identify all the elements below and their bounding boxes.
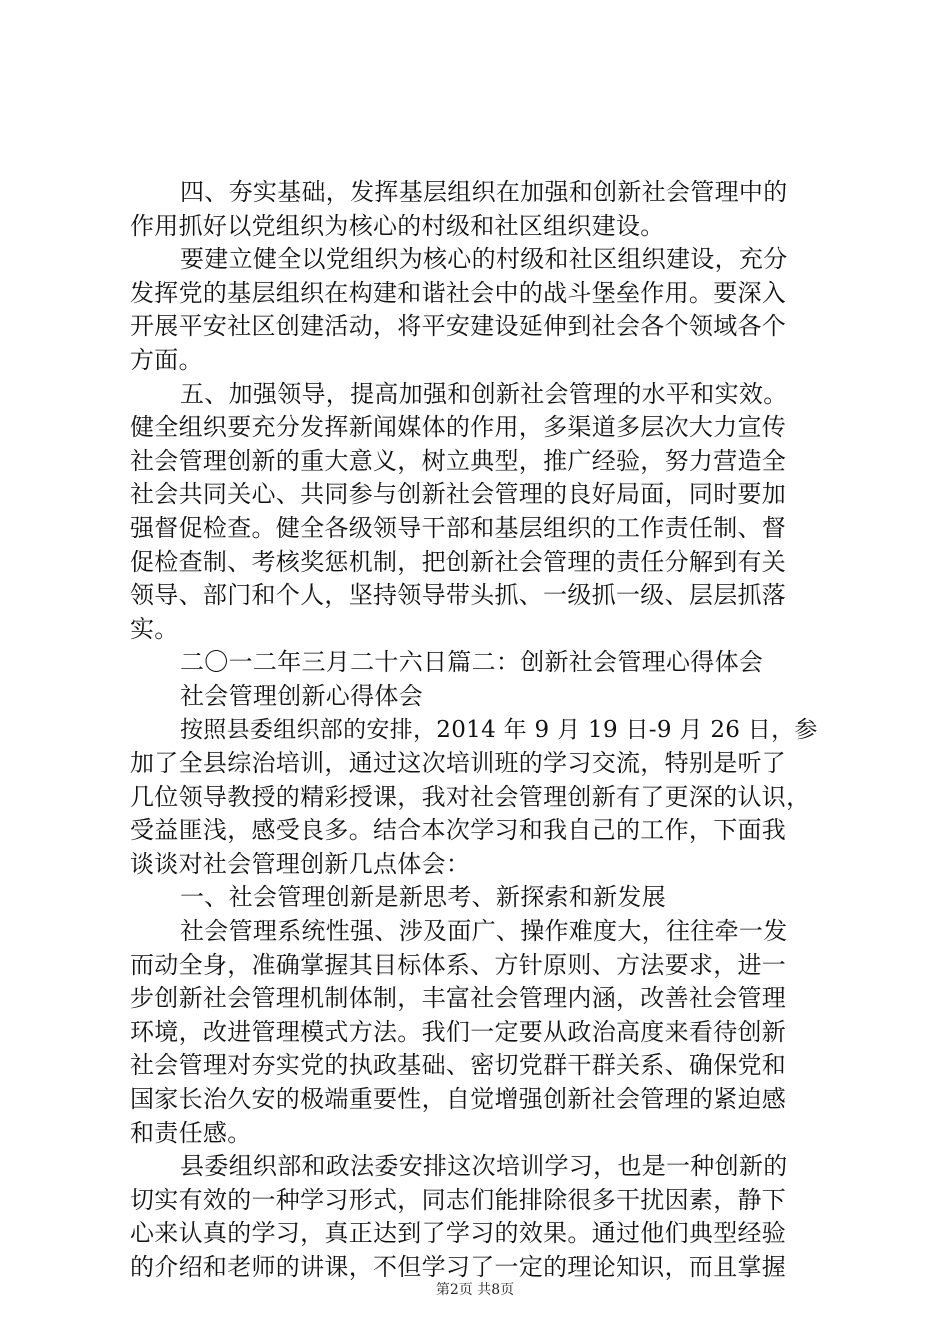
text-line: 健全组织要充分发挥新闻媒体的作用，多渠道多层次大力宣传 bbox=[130, 413, 787, 442]
text-line: 四、夯实基础，发挥基层组织在加强和创新社会管理中的 bbox=[180, 178, 788, 206]
text-line: 心来认真的学习，真正达到了学习的效果。通过他们典型经验 bbox=[130, 1219, 787, 1248]
text-line: 步创新社会管理机制体制，丰富社会管理内涵，改善社会管理 bbox=[130, 984, 787, 1013]
text-line: 而动全身，准确掌握其目标体系、方针原则、方法要求，进一 bbox=[130, 950, 787, 979]
text-line: 受益匪浅，感受良多。结合本次学习和我自己的工作，下面我 bbox=[130, 816, 787, 845]
text-line: 开展平安社区创建活动，将平安建设延伸到社会各个领域各个 bbox=[130, 312, 787, 341]
text-line: 发挥党的基层组织在构建和谐社会中的战斗堡垒作用。要深入 bbox=[130, 278, 787, 307]
text-line: 和责任感。 bbox=[130, 1118, 252, 1147]
text-line: 五、加强领导，提高加强和创新社会管理的水平和实效。 bbox=[180, 379, 788, 408]
text-line: 社会管理系统性强、涉及面广、操作难度大，往往牵一发 bbox=[180, 917, 788, 946]
text-line: 社会共同关心、共同参与创新社会管理的良好局面，同时要加 bbox=[130, 480, 787, 509]
text-line: 促检查制、考核奖惩机制，把创新社会管理的责任分解到有关 bbox=[130, 547, 787, 576]
text-line: 社会管理创新心得体会 bbox=[180, 681, 423, 710]
page-footer: 第2页 共8页 bbox=[435, 1282, 515, 1298]
text-line: 方面。 bbox=[130, 345, 203, 374]
text-line: 社会管理对夯实党的执政基础、密切党群干群关系、确保党和 bbox=[130, 1051, 787, 1080]
document-body bbox=[130, 176, 830, 1285]
text-line: 实。 bbox=[130, 614, 179, 643]
text-line: 要建立健全以党组织为核心的村级和社区组织建设，充分 bbox=[180, 245, 788, 274]
text-line: 几位领导教授的精彩授课，我对社会管理创新有了更深的认识， bbox=[130, 782, 811, 811]
text-line: 社会管理创新的重大意义，树立典型，推广经验，努力营造全 bbox=[130, 446, 787, 475]
text-line: 切实有效的一种学习形式，同志们能排除很多干扰因素，静下 bbox=[130, 1185, 787, 1214]
text-line: 领导、部门和个人，坚持领导带头抓、一级抓一级、层层抓落 bbox=[130, 581, 787, 610]
text-line: 加了全县综治培训，通过这次培训班的学习交流，特别是听了 bbox=[130, 749, 787, 778]
text-line: 县委组织部和政法委安排这次培训学习，也是一种创新的 bbox=[180, 1152, 788, 1181]
text-line: 国家长治久安的极端重要性，自觉增强创新社会管理的紧迫感 bbox=[130, 1085, 787, 1114]
text-line: 谈谈对社会管理创新几点体会： bbox=[130, 849, 471, 878]
text-line: 二〇一二年三月二十六日篇二：创新社会管理心得体会 bbox=[180, 648, 764, 677]
text-line: 强督促检查。健全各级领导干部和基层组织的工作责任制、督 bbox=[130, 513, 787, 542]
text-line: 环境，改进管理模式方法。我们一定要从政治高度来看待创新 bbox=[130, 1017, 787, 1046]
text-line: 的介绍和老师的讲课，不但学习了一定的理论知识，而且掌握 bbox=[130, 1253, 787, 1281]
text-line: 一、社会管理创新是新思考、新探索和新发展 bbox=[180, 883, 666, 912]
text-line: 作用抓好以党组织为核心的村级和社区组织建设。 bbox=[130, 211, 665, 240]
text-line: 按照县委组织部的安排，2014 年 9 月 19 日-9 月 26 日，参 bbox=[180, 716, 818, 743]
